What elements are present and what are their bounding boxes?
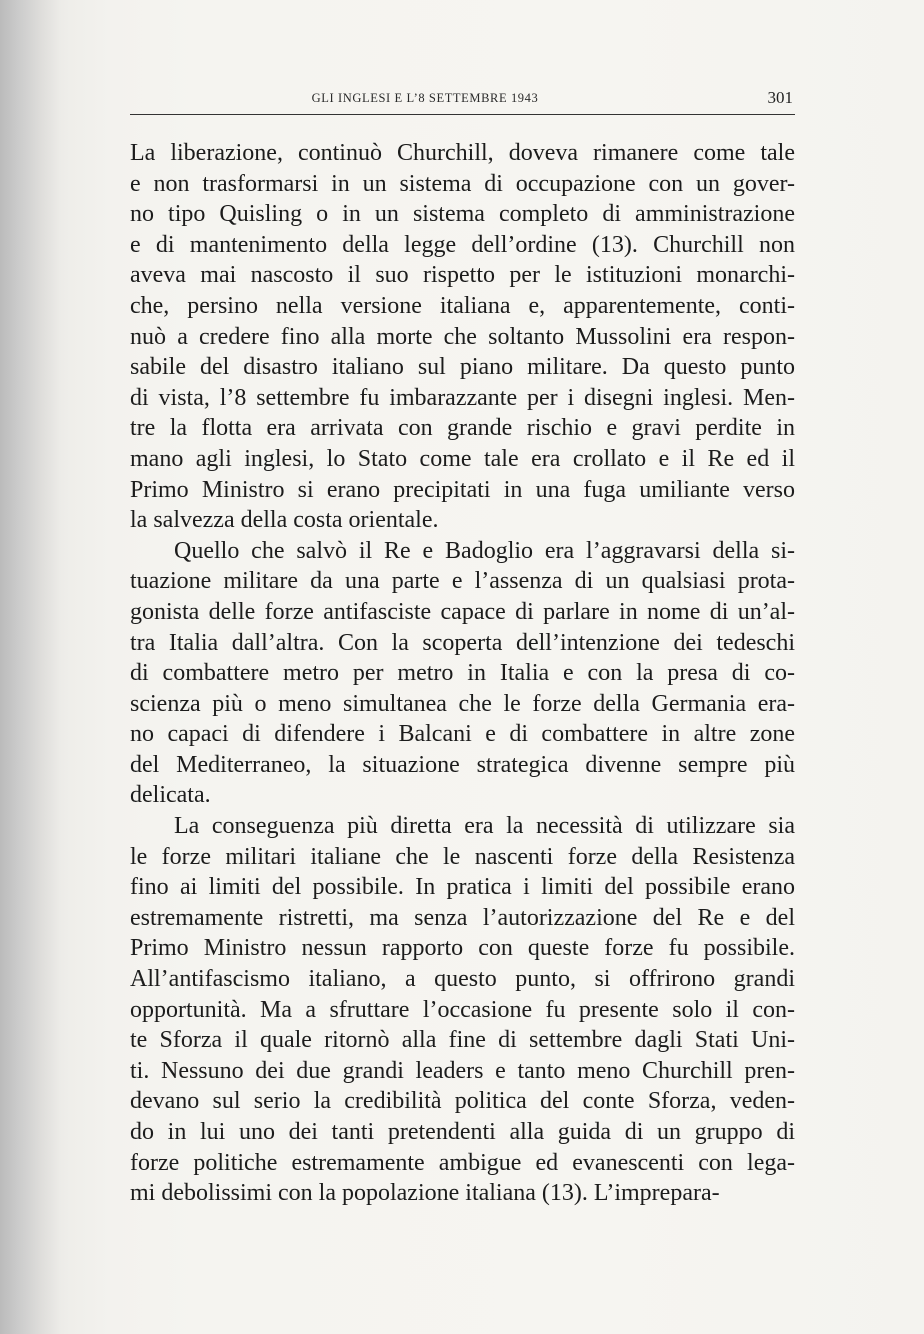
paragraph xyxy=(130,138,795,536)
text-line: tuazione militare da una parte e l’assenza di un qualsiasi prota- xyxy=(130,568,795,595)
text-line: sabile del disastro italiano sul piano militare. Da questo punto xyxy=(130,354,795,381)
text-line: del Mediterraneo, la situazione strategica divenne sempre più xyxy=(130,751,795,778)
text-line: All’antifascismo italiano, a questo punto, si offrirono grandi xyxy=(130,966,795,993)
text-line: opportunità. Ma a sfruttare l’occasione fu presente solo il con- xyxy=(130,996,795,1023)
text-line: fino ai limiti del possibile. In pratica i limiti del possibile erano xyxy=(130,874,795,901)
text-line: scienza più o meno simultanea che le forze della Germania era- xyxy=(130,690,795,717)
text-line: gonista delle forze antifasciste capace di parlare in nome di un’al- xyxy=(130,598,795,625)
page-number: 301 xyxy=(767,88,793,107)
text-line: forze politiche estremamente ambigue ed evanescenti con lega- xyxy=(130,1149,795,1176)
text-line: e di mantenimento della legge dell’ordine (13). Churchill non xyxy=(130,231,795,258)
body-text xyxy=(130,138,795,1209)
text-line: la salvezza della costa orientale. xyxy=(130,507,439,534)
text-line: Primo Ministro nessun rapporto con queste forze fu possibile. xyxy=(130,935,795,962)
text-line: che, persino nella versione italiana e, apparentemente, conti- xyxy=(130,292,795,319)
text-line: La conseguenza più diretta era la necessità di utilizzare sia xyxy=(174,813,795,840)
text-line: e non trasformarsi in un sistema di occupazione con un gover- xyxy=(130,170,795,197)
text-line: do in lui uno dei tanti pretendenti alla guida di un gruppo di xyxy=(130,1119,795,1145)
text-line: di combattere metro per metro in Italia e con la presa di co- xyxy=(130,660,795,687)
paragraph xyxy=(130,536,795,811)
running-header xyxy=(130,88,795,115)
text-line: mano agli inglesi, lo Stato come tale era crollato e il Re ed il xyxy=(130,445,795,472)
text-line: le forze militari italiane che le nascenti forze della Resistenza xyxy=(130,843,795,870)
text-line: mi debolissimi con la popolazione italiana (13). L’imprepara- xyxy=(130,1180,720,1207)
text-line: La liberazione, continuò Churchill, doveva rimanere come tale xyxy=(130,140,795,166)
text-line: tre la flotta era arrivata con grande rischio e gravi perdite in xyxy=(130,415,795,442)
text-line: no tipo Quisling o in un sistema completo di amministrazione xyxy=(130,201,795,228)
text-line: estremamente ristretti, ma senza l’autorizzazione del Re e del xyxy=(130,904,795,931)
text-line: di vista, l’8 settembre fu imbarazzante per i disegni inglesi. Men- xyxy=(130,384,795,411)
text-line: no capaci di difendere i Balcani e di combattere in altre zone xyxy=(130,721,795,748)
book-gutter-shadow xyxy=(0,0,60,1334)
text-line: te Sforza il quale ritornò alla fine di settembre dagli Stati Uni- xyxy=(130,1027,795,1054)
paragraph xyxy=(130,811,795,1209)
text-line: tra Italia dall’altra. Con la scoperta dell’intenzione dei tedeschi xyxy=(130,629,795,656)
running-title: GLI INGLESI E L’8 SETTEMBRE 1943 xyxy=(311,91,539,105)
text-line: devano sul serio la credibilità politica del conte Sforza, veden- xyxy=(130,1088,795,1115)
text-line: ti. Nessuno dei due grandi leaders e tanto meno Churchill pren- xyxy=(130,1057,795,1084)
text-line: delicata. xyxy=(130,782,211,809)
text-line: Primo Ministro si erano precipitati in una fuga umiliante verso xyxy=(130,476,795,503)
text-line: nuò a credere fino alla morte che soltanto Mussolini era respon- xyxy=(130,323,795,350)
text-line: Quello che salvò il Re e Badoglio era l’aggravarsi della si- xyxy=(174,537,795,564)
text-line: aveva mai nascosto il suo rispetto per le istituzioni monarchi- xyxy=(130,262,795,289)
